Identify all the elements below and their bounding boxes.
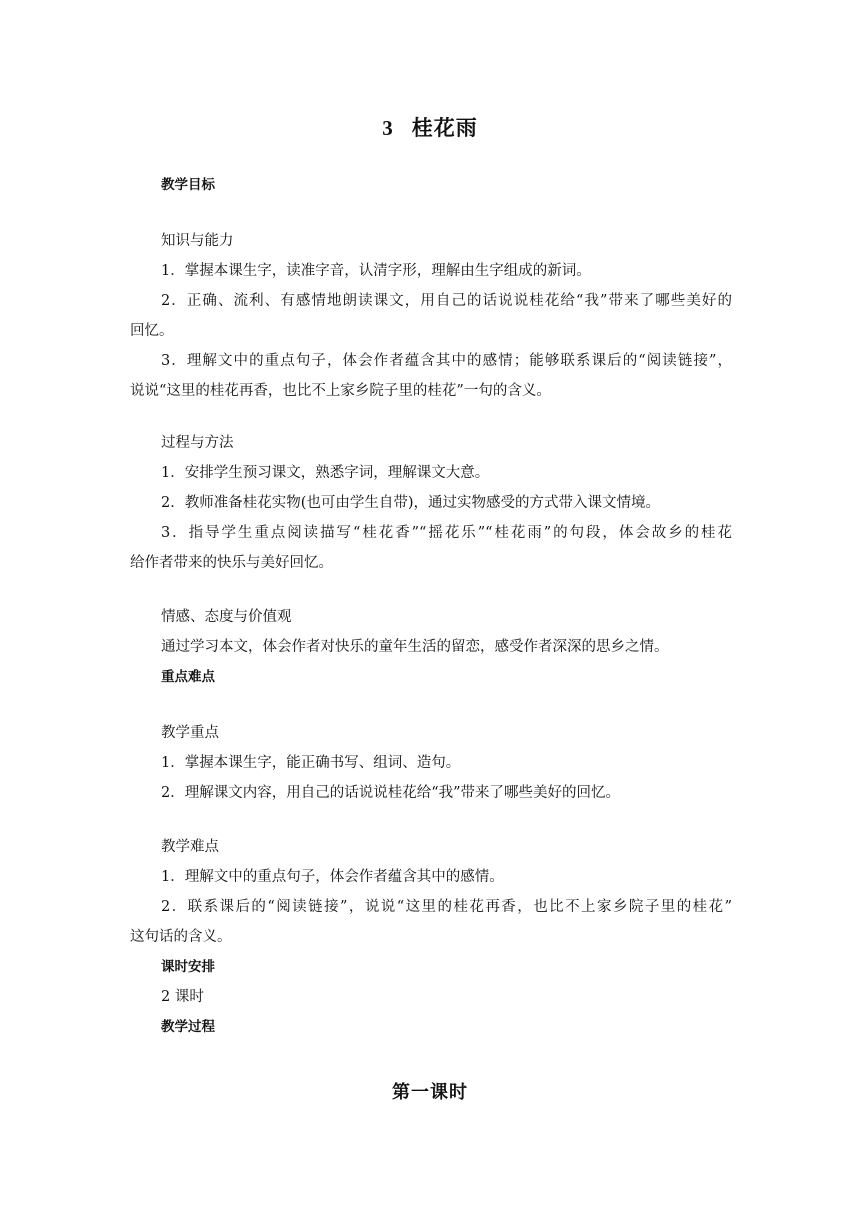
subheading-emotion: 情感、态度与价值观 bbox=[161, 609, 292, 625]
section-emotion bbox=[130, 602, 732, 692]
subheading-knowledge: 知识与能力 bbox=[161, 233, 234, 249]
subheading-difficult-points: 教学难点 bbox=[161, 839, 219, 855]
knowledge-item-3-line-1: 3．理解文中的重点句子，体会作者蕴含其中的感情；能够联系课后的“阅读链接”， bbox=[161, 353, 732, 369]
knowledge-item-2-line-2: 回忆。 bbox=[130, 323, 174, 339]
lesson-number: 3 bbox=[382, 116, 394, 140]
difficult-item-1: 1．理解文中的重点句子，体会作者蕴含其中的感情。 bbox=[161, 869, 504, 885]
lesson-name: 桂花雨 bbox=[411, 116, 478, 140]
section-knowledge bbox=[130, 226, 732, 406]
key-item-2: 2．理解课文内容，用自己的话说说桂花给“我”带来了哪些美好的回忆。 bbox=[161, 785, 621, 801]
key-item-1: 1．掌握本课生字，能正确书写、组词、造句。 bbox=[161, 755, 461, 771]
first-lesson-title: 第一课时 bbox=[392, 1082, 468, 1103]
heading-key-difficult: 重点难点 bbox=[161, 669, 215, 685]
lesson-title bbox=[0, 112, 860, 142]
heading-teaching-process: 教学过程 bbox=[161, 1019, 215, 1035]
section-key-points bbox=[130, 718, 732, 808]
section-difficult-points bbox=[130, 832, 732, 1042]
subheading-process: 过程与方法 bbox=[161, 435, 234, 451]
process-item-3-line-1: 3．指导学生重点阅读描写“桂花香”“摇花乐”“桂花雨”的句段，体会故乡的桂花 bbox=[161, 525, 732, 541]
process-item-2: 2．教师准备桂花实物(也可由学生自带)，通过实物感受的方式带入课文情境。 bbox=[161, 495, 661, 511]
difficult-item-2-line-2: 这句话的含义。 bbox=[130, 929, 232, 945]
knowledge-item-3-line-2: 说说“这里的桂花再香，也比不上家乡院子里的桂花”一句的含义。 bbox=[130, 383, 551, 399]
knowledge-item-2-line-1: 2．正确、流利、有感情地朗读课文，用自己的话说说桂花给“我”带来了哪些美好的 bbox=[161, 293, 732, 309]
section-process bbox=[130, 428, 732, 578]
content-block-goals bbox=[130, 170, 732, 200]
process-item-3-line-2: 给作者带来的快乐与美好回忆。 bbox=[130, 555, 333, 571]
process-item-1: 1．安排学生预习课文，熟悉字词，理解课文大意。 bbox=[161, 465, 490, 481]
schedule-value: 2 课时 bbox=[161, 989, 204, 1005]
knowledge-item-1: 1．掌握本课生字，读准字音，认清字形，理解由生字组成的新词。 bbox=[161, 263, 591, 279]
difficult-item-2-line-1: 2．联系课后的“阅读链接”，说说“这里的桂花再香，也比不上家乡院子里的桂花” bbox=[161, 899, 732, 915]
emotion-item-1: 通过学习本文，体会作者对快乐的童年生活的留恋，感受作者深深的思乡之情。 bbox=[161, 639, 669, 655]
heading-schedule: 课时安排 bbox=[161, 959, 215, 975]
heading-teaching-goals: 教学目标 bbox=[161, 177, 215, 193]
subheading-key-points: 教学重点 bbox=[161, 725, 219, 741]
